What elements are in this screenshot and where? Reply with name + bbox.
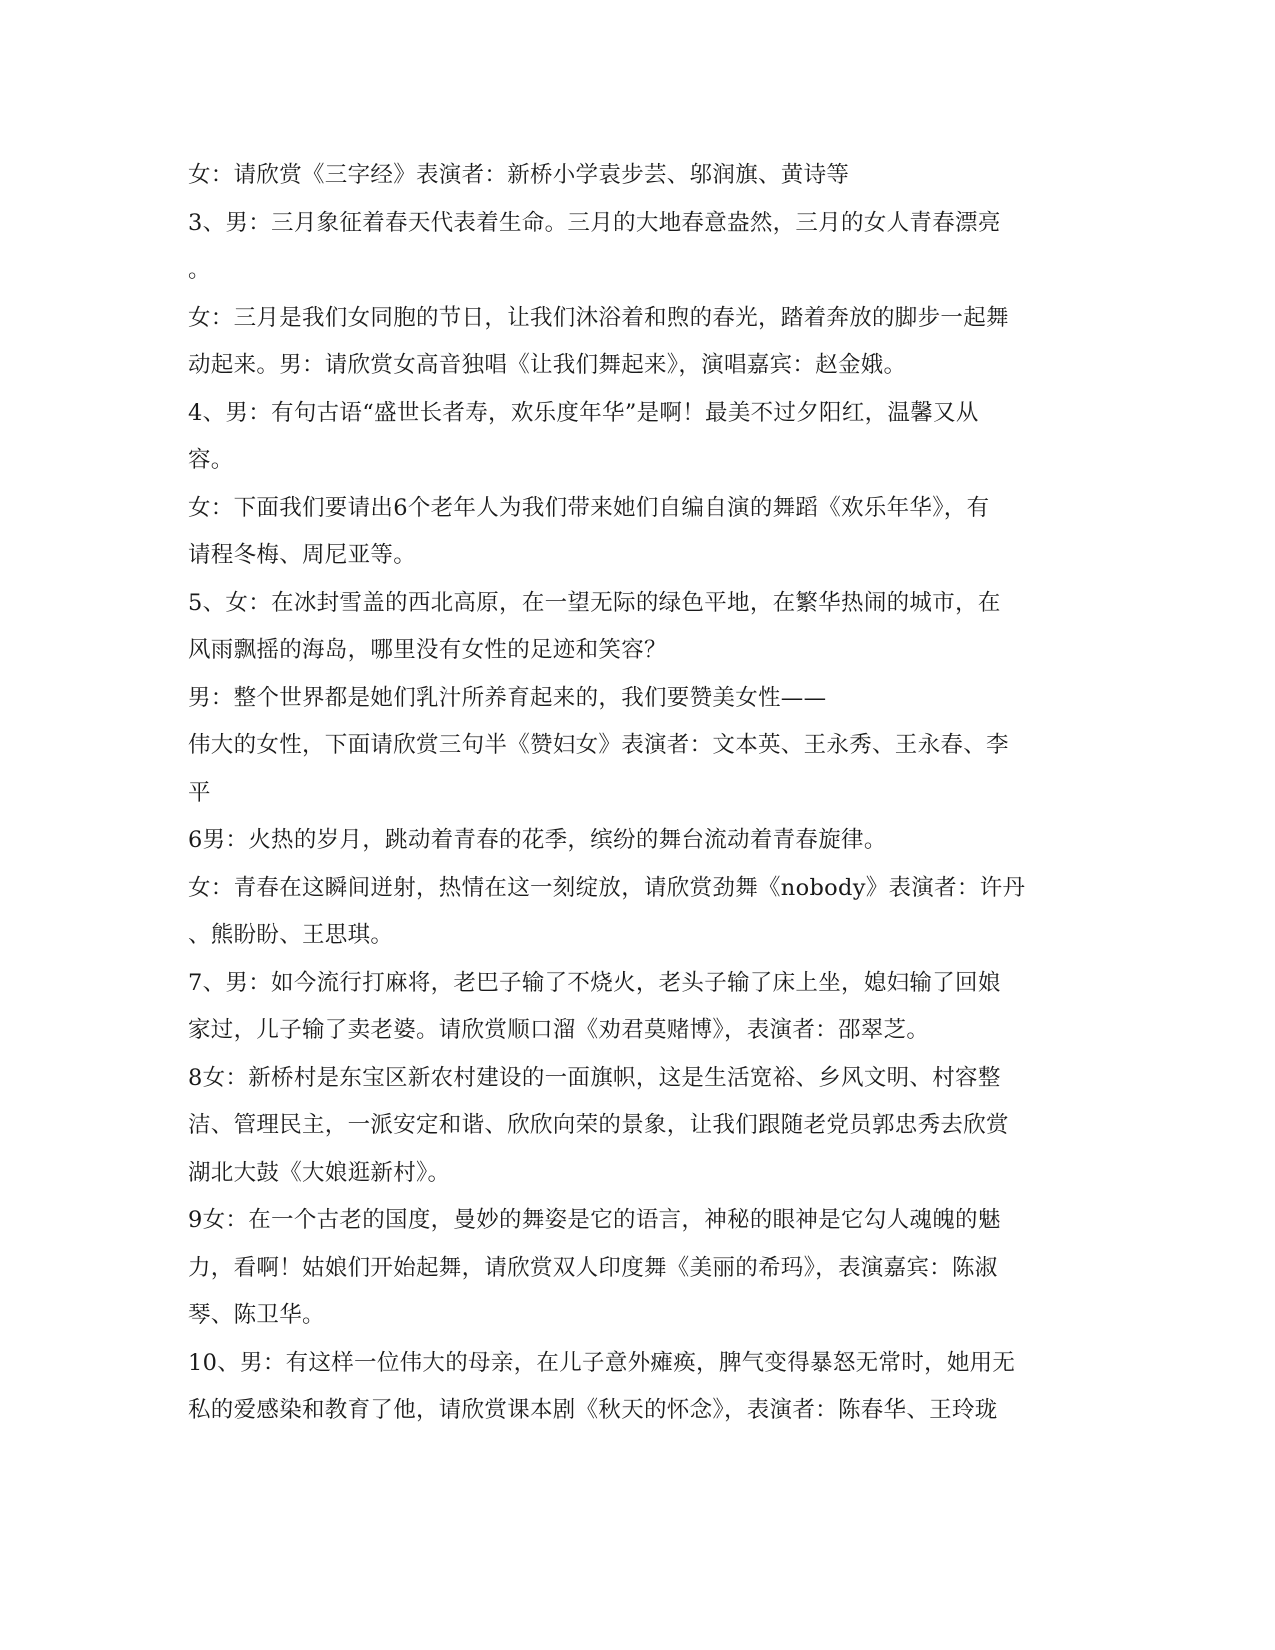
text-line: 力，看啊！姑娘们开始起舞，请欣赏双人印度舞《美丽的希玛》，表演嘉宾：陈淑: [188, 1254, 998, 1281]
text-line: 家过，儿子输了卖老婆。请欣赏顺口溜《劝君莫赌博》，表演者：邵翠芝。: [188, 1017, 930, 1043]
text-line: 洁、管理民主，一派安定和谐、欣欣向荣的景象，让我们跟随老党员郭忠秀去欣赏: [188, 1112, 1009, 1138]
text-line: 伟大的女性，下面请欣赏三句半《赞妇女》表演者：文本英、王永秀、王永春、李: [188, 732, 1009, 758]
text-line: 10、男：有这样一位伟大的母亲，在儿子意外瘫痪，脾气变得暴怒无常时，她用无: [188, 1349, 1016, 1376]
text-line: 7、男：如今流行打麻将，老巴子输了不烧火，老头子输了床上坐，媳妇输了回娘: [188, 969, 1001, 996]
text-line: 男：整个世界都是她们乳汁所养育起来的，我们要赞美女性——: [188, 684, 827, 711]
text-line: 6男：火热的岁月，跳动着青春的花季，缤纷的舞台流动着青春旋律。: [188, 827, 887, 853]
text-line: 湖北大鼓《大娘逛新村》。: [188, 1159, 451, 1186]
text-line: 平: [188, 779, 211, 806]
text-line: 女：青春在这瞬间迸射，热情在这一刻绽放，请欣赏劲舞《nobody》表演者：许丹: [188, 874, 1026, 901]
text-line: 琴、陈卫华。: [188, 1302, 325, 1328]
text-line: 风雨飘摇的海岛，哪里没有女性的足迹和笑容？: [188, 637, 667, 663]
text-line: 容。: [188, 447, 234, 473]
text-line: 8女：新桥村是东宝区新农村建设的一面旗帜，这是生活宽裕、乡风文明、村容整: [188, 1064, 1001, 1091]
text-line: 、熊盼盼、王思琪。: [188, 922, 394, 948]
text-line: 女：请欣赏《三字经》表演者：新桥小学袁步芸、邬润旗、黄诗等: [188, 162, 850, 188]
text-line: 动起来。男：请欣赏女高音独唱《让我们舞起来》，演唱嘉宾：赵金娥。: [188, 352, 907, 378]
text-line: 。: [188, 257, 211, 283]
text-line: 请程冬梅、周尼亚等。: [188, 542, 417, 568]
text-line: 女：下面我们要请出6个老年人为我们带来她们自编自演的舞蹈《欢乐年华》，有: [188, 494, 990, 521]
text-line: 3、男：三月象征着春天代表着生命。三月的大地春意盎然，三月的女人青春漂亮: [188, 209, 1001, 236]
text-line: 女：三月是我们女同胞的节日，让我们沐浴着和煦的春光，踏着奔放的脚步一起舞: [188, 304, 1009, 331]
text-line: 5、女：在冰封雪盖的西北高原，在一望无际的绿色平地，在繁华热闹的城市，在: [188, 589, 1001, 616]
text-line: 私的爱感染和教育了他，请欣赏课本剧《秋天的怀念》，表演者：陈春华、王玲珑: [188, 1397, 998, 1423]
document-body: [188, 152, 1088, 1435]
text-line: 9女：在一个古老的国度，曼妙的舞姿是它的语言，神秘的眼神是它勾人魂魄的魅: [188, 1207, 1001, 1233]
text-line: 4、男：有句古语“盛世长者寿，欢乐度年华”是啊！最美不过夕阳红，温馨又从: [188, 399, 979, 426]
